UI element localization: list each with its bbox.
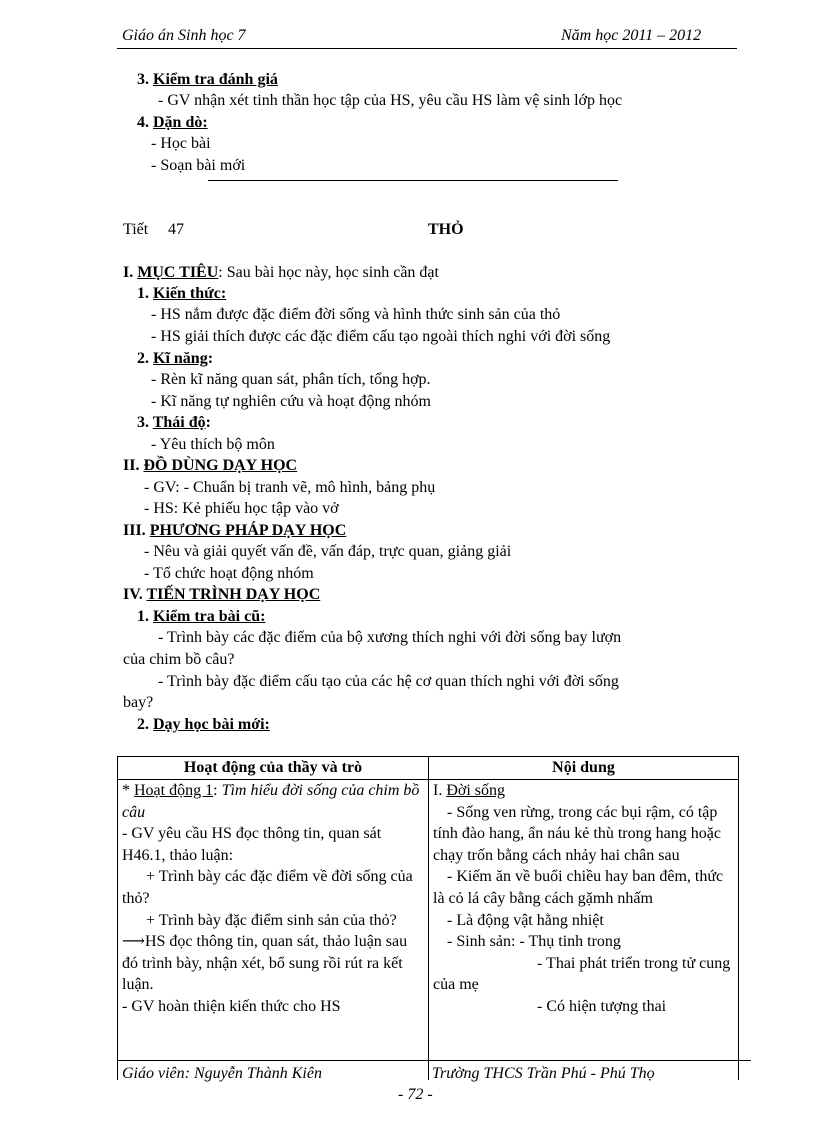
arrow-right-icon: ⟶ — [122, 933, 145, 951]
content-line: - Kiếm ăn về buổi chiều hay ban đêm, thức là cỏ lá cây bằng cách gặmh nhấm — [433, 868, 724, 907]
table-header-row — [118, 757, 739, 780]
process-roman: IV. — [123, 586, 143, 603]
check-number: 1. — [137, 608, 149, 625]
header-subject: Giáo án Sinh học 7 — [122, 27, 246, 44]
content-line: - Sống ven rừng, trong các bụi rậm, có tập tính đào hang, ẩn náu kẻ thù trong hang hoặc chạy trốn bằng cách nhảy hai chân sau — [433, 803, 721, 864]
attitude-number: 3. — [137, 414, 149, 431]
content-line: - Sinh sản: - Thụ tinh trong — [447, 933, 621, 951]
materials-title: ĐỒ DÙNG DẠY HỌC — [143, 457, 298, 474]
content-line: - Có hiện tượng thai — [537, 997, 667, 1015]
check-question-1: - Trình bày các đặc điểm của bộ xương thích nghi với đời sống bay lượn — [158, 629, 622, 646]
knowledge-item: - HS giải thích được các đặc điểm cấu tạo ngoài thích nghi với đời sống — [151, 328, 611, 345]
section4-item: - Học bài — [151, 135, 211, 152]
header-school-year: Năm học 2011 – 2012 — [561, 27, 702, 44]
section3-line: - GV nhận xét tinh thần học tập của HS, yêu cầu HS làm vệ sinh lớp học — [158, 92, 623, 109]
section3-number: 3. — [137, 71, 149, 88]
skills-title: Kĩ năng — [153, 350, 208, 367]
objectives-roman: I. — [123, 264, 134, 281]
check-title: Kiểm tra bài cũ: — [153, 608, 266, 625]
content-line: - Là động vật hằng nhiệt — [447, 911, 604, 929]
attitude-title: Thái độ — [152, 414, 206, 431]
materials-heading — [123, 456, 297, 476]
materials-item: - GV: - Chuẩn bị tranh vẽ, mô hình, bảng phụ — [144, 479, 436, 496]
attitude-heading: 3. Thái độ: — [137, 414, 211, 431]
lesson-table — [117, 756, 739, 1080]
section4-title: Dặn dò: — [153, 114, 208, 131]
newlesson-number: 2. — [137, 716, 149, 733]
activity-line: - GV hoàn thiện kiến thức cho HS — [122, 997, 341, 1015]
activity-title: * Hoạt động 1: Tìm hiểu đời sống của chim bồ câu — [122, 782, 420, 821]
activity-label: Hoạt động 1 — [134, 782, 214, 799]
materials-item: - HS: Kẻ phiếu học tập vào vở — [144, 500, 339, 517]
section4-heading — [137, 113, 208, 133]
methods-item: - Tổ chức hoạt động nhóm — [144, 565, 314, 582]
objectives-title: MỤC TIÊU — [137, 264, 219, 281]
content-line: - Thai phát triển trong tử cung của mẹ — [433, 954, 731, 994]
activity-response: ⟶HS đọc thông tin, quan sát, thảo luận sau đó trình bày, nhận xét, bổ sung rồi rút ra kết luận. — [122, 933, 408, 994]
skills-item: - Rèn kĩ năng quan sát, phân tích, tổng hợp. — [151, 371, 431, 388]
table-row — [118, 780, 739, 1081]
content-heading: I. Đời sống — [433, 782, 506, 799]
section-divider — [208, 180, 618, 181]
knowledge-item: - HS nắm được đặc điểm đời sống và hình thức sinh sản của thỏ — [151, 306, 561, 323]
methods-heading — [123, 521, 346, 541]
activity-question: + Trình bày các đặc điểm về đời sống của thỏ? — [122, 868, 413, 907]
lesson-title: THỎ — [428, 221, 464, 238]
activity-name: Tìm hiểu đời sống của chim bồ câu — [122, 782, 420, 821]
footer-teacher: Giáo viên: Nguyễn Thành Kiên — [122, 1065, 322, 1082]
methods-roman: III. — [123, 522, 146, 539]
lesson-number: 47 — [168, 221, 184, 238]
check-heading — [137, 607, 265, 627]
section4-item: - Soạn bài mới — [151, 157, 246, 174]
materials-roman: II. — [123, 457, 140, 474]
check-question-2: - Trình bày đặc điểm cấu tạo của các hệ cơ quan thích nghi với đời sống — [158, 673, 619, 690]
lesson-label: Tiết — [123, 221, 149, 238]
footer-rule — [117, 1060, 751, 1061]
skills-heading: 2. Kĩ năng: — [137, 350, 214, 367]
content-cell — [429, 780, 739, 1081]
activity-question: + Trình bày đặc điểm sinh sản của thỏ? — [146, 911, 397, 929]
objectives-intro: : Sau bài học này, học sinh cần đạt — [218, 264, 439, 281]
check-question-1-cont: của chim bồ câu? — [123, 651, 235, 668]
newlesson-heading — [137, 715, 270, 735]
attitude-item: - Yêu thích bộ môn — [151, 436, 275, 453]
knowledge-heading — [137, 284, 226, 304]
newlesson-title: Dạy học bài mới: — [153, 716, 270, 733]
methods-title: PHƯƠNG PHÁP DẠY HỌC — [149, 522, 347, 539]
section4-number: 4. — [137, 114, 149, 131]
check-question-2-cont: bay? — [123, 694, 154, 711]
header-rule — [117, 48, 737, 49]
activity-line: - GV yêu cầu HS đọc thông tin, quan sát H46.1, thảo luận: — [122, 825, 382, 864]
methods-item: - Nêu và giải quyết vấn đề, vấn đáp, trực quan, giảng giải — [144, 543, 512, 560]
skills-number: 2. — [137, 350, 149, 367]
table-header-activities: Hoạt động của thầy và trò — [118, 757, 429, 780]
objectives-heading — [123, 263, 439, 283]
process-title: TIẾN TRÌNH DẠY HỌC — [146, 586, 321, 603]
content-heading-title: Đời sống — [446, 782, 506, 799]
table-header-content: Nội dung — [429, 757, 739, 780]
skills-item: - Kĩ năng tự nghiên cứu và hoạt động nhóm — [151, 393, 431, 410]
section3-title: Kiểm tra đánh giá — [153, 71, 278, 88]
knowledge-title: Kiến thức: — [153, 285, 227, 302]
page-number: - 72 - — [398, 1086, 433, 1103]
knowledge-number: 1. — [137, 285, 149, 302]
footer-school: Trường THCS Trần Phú - Phú Thọ — [432, 1065, 655, 1082]
section3-heading — [137, 70, 278, 90]
process-heading — [123, 585, 320, 605]
activities-cell — [118, 780, 429, 1081]
